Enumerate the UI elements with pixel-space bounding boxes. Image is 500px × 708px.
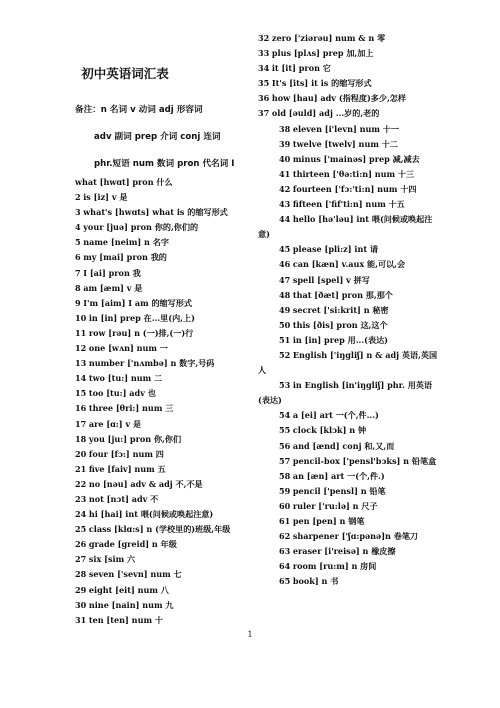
entry-number: 15 — [75, 388, 87, 399]
entry-number: 24 — [75, 509, 87, 520]
vocab-entry — [75, 281, 247, 296]
entry-number: 64 — [279, 561, 291, 572]
entry-number: 41 — [279, 168, 291, 179]
vocab-entry — [258, 197, 453, 212]
entry-number: 17 — [75, 418, 87, 429]
entry-text: row [rəu] n (一)排,(一)行 — [88, 327, 194, 338]
vocab-entry — [258, 574, 453, 589]
vocab-entry — [258, 514, 453, 529]
vocab-entry — [258, 544, 453, 559]
entry-text: one [wʌn] num 一 — [88, 343, 168, 354]
entry-number: 11 — [75, 327, 87, 338]
note-line-2: adv 副词 prep 介词 conj 连词 — [94, 132, 221, 142]
vocab-entry — [258, 182, 453, 197]
entry-number: 50 — [279, 319, 291, 330]
entry-number: 42 — [279, 183, 291, 194]
entry-number: 16 — [75, 403, 87, 414]
entry-number: 36 — [258, 93, 270, 104]
entry-text: ten [ten] num 十 — [88, 614, 163, 625]
entry-number: 23 — [75, 493, 87, 504]
vocab-entry — [75, 190, 247, 205]
vocab-entry — [75, 356, 247, 371]
entry-text: am [æm] v 是 — [83, 282, 143, 293]
entry-text: you [ju:] pron 你,你们 — [88, 433, 182, 444]
entry-text: too [tu:] adv 也 — [88, 388, 156, 399]
entry-text: twelve [twelv] num 十二 — [292, 138, 398, 149]
vocab-entry — [258, 31, 453, 46]
vocab-entry — [75, 371, 247, 386]
entry-number: 10 — [75, 312, 87, 323]
entry-text: in English [in'iŋgliʃ] phr. 用英语 — [292, 380, 433, 391]
vocab-entry — [258, 137, 453, 152]
entry-number: 5 — [75, 237, 81, 248]
entry-number: 34 — [258, 63, 270, 74]
entry-number: 18 — [75, 433, 87, 444]
entry-text: room [ru:m] n 房间 — [292, 561, 377, 572]
entry-number: 63 — [279, 546, 291, 557]
vocab-entry — [258, 529, 453, 544]
entry-number: 39 — [279, 138, 291, 149]
vocab-entry — [75, 477, 247, 492]
entry-number: 13 — [75, 358, 87, 369]
entry-number: 37 — [258, 108, 270, 119]
entry-text: ruler ['ru:lə] n 尺子 — [292, 500, 378, 511]
entry-number: 49 — [279, 304, 291, 315]
vocab-entry — [258, 46, 453, 61]
vocab-entry — [75, 462, 247, 477]
vocab-entry — [258, 167, 453, 182]
entry-text: an [æn] art 一(个,件.) — [292, 470, 385, 481]
entry-text: fifteen ['fif'ti:n] num 十五 — [292, 199, 405, 210]
entry-number: 56 — [279, 440, 291, 451]
entry-number: 48 — [279, 289, 291, 300]
page-number: 1 — [247, 630, 253, 639]
entry-text: zero ['ziərəu] num & n 零 — [271, 33, 386, 43]
vocab-entry — [75, 492, 247, 507]
entry-text: in [in] prep 用...(表达) — [292, 334, 389, 345]
vocab-entry — [75, 296, 247, 311]
note-line-1: 备注：n 名词 v 动词 adj 形容词 — [75, 105, 203, 115]
entry-number: 21 — [75, 463, 87, 474]
entry-number: 28 — [75, 569, 87, 580]
entry-number: 9 — [75, 297, 81, 308]
vocab-entry — [258, 499, 453, 514]
entry-text: it [it] pron 它 — [271, 63, 331, 74]
entry-number: 44 — [279, 214, 291, 225]
vocab-entry — [75, 583, 247, 598]
entry-text: hi [hai] int 喂(问候或唤起注意) — [88, 509, 214, 520]
entry-text: clock [klɔk] n 钟 — [292, 425, 367, 436]
entry-text: two [tu:] num 二 — [88, 373, 163, 384]
entry-number: 14 — [75, 373, 87, 384]
entry-text: how [hau] adv (指程度)多少,怎样 — [271, 93, 406, 104]
entry-text: in [in] prep 在...里(内,上) — [88, 312, 195, 323]
vocab-entry — [75, 447, 247, 462]
vocab-entry — [75, 417, 247, 432]
entry-text: secret ['si:krit] n 秘密 — [292, 304, 389, 315]
entry-number: 31 — [75, 614, 87, 625]
entry-number: 22 — [75, 478, 87, 489]
entry-text: sharpener ['ʃɑ:pənə]n 卷笔刀 — [292, 531, 419, 542]
vocab-entry — [258, 242, 453, 257]
entry-number: 62 — [279, 531, 291, 542]
vocab-entry — [75, 341, 247, 356]
entry-number: 52 — [279, 349, 291, 360]
entry-text: eleven [i'levn] num 十一 — [292, 123, 399, 134]
entry-text: five [faiv] num 五 — [88, 463, 166, 474]
entry-text: that [ðæt] pron 那,那个 — [292, 289, 393, 300]
entry-number: 58 — [279, 470, 291, 481]
entry-number: 53 — [279, 380, 291, 391]
entry-text: my [mai] pron 我的 — [83, 252, 167, 263]
entry-number: 7 — [75, 267, 81, 278]
vocab-entry — [75, 598, 247, 613]
entry-number: 45 — [279, 244, 291, 255]
entry-number: 8 — [75, 282, 81, 293]
entry-text: book] n 书 — [292, 576, 339, 587]
vocab-entry — [258, 76, 453, 91]
entry-number: 3 — [75, 207, 81, 218]
vocab-entry — [258, 257, 453, 272]
vocab-entry — [258, 423, 453, 438]
vocab-entry — [75, 266, 247, 281]
entry-number: 38 — [279, 123, 291, 134]
entry-number: 33 — [258, 48, 270, 59]
entry-number: 43 — [279, 199, 291, 210]
entry-text: 人 — [258, 365, 267, 376]
entry-text: can [kæn] v.aux 能,可以,会 — [292, 259, 406, 270]
vocab-entry — [258, 61, 453, 76]
entry-text: not [nɔt] adv 不 — [88, 493, 159, 504]
entry-text: fourteen ['fɔ:'ti:n] num 十四 — [292, 183, 417, 194]
left-column — [75, 175, 247, 628]
entry-number: 4 — [75, 222, 81, 233]
entry-text: is [iz] v 是 — [83, 192, 128, 203]
entry-number: 59 — [279, 485, 291, 496]
vocab-entry — [258, 212, 453, 227]
entry-number: 60 — [279, 500, 291, 511]
entry-text: three [θri:] num 三 — [88, 403, 174, 414]
vocab-entry — [258, 227, 453, 242]
vocab-entry — [258, 152, 453, 167]
note-line-3: phr.短语 num 数词 pron 代名词 I — [94, 159, 235, 169]
vocab-entry — [258, 378, 453, 393]
entry-number: 6 — [75, 252, 81, 263]
vocab-entry — [75, 432, 247, 447]
entry-text: pen [pen] n 钢笔 — [292, 516, 365, 526]
entry-text: thirteen ['θə:ti:n] num 十三 — [292, 168, 415, 179]
vocab-entry — [258, 393, 453, 408]
entry-text: nine [nain] num 九 — [88, 599, 174, 610]
vocab-entry — [75, 235, 247, 250]
entry-text: four [fɔ:] num 四 — [88, 448, 164, 459]
entry-text: class [klɑ:s] n (学校里的)班级,年级 — [88, 524, 231, 535]
vocab-entry — [258, 303, 453, 318]
entry-text: your [juə] pron 你的,你们的 — [83, 222, 199, 233]
entry-text: I'm [aim] I am 的缩写形式 — [83, 297, 192, 308]
entry-text: I [ai] pron 我 — [83, 267, 141, 278]
entry-number: 26 — [75, 539, 87, 550]
vocab-entry — [75, 175, 247, 190]
vocab-entry — [75, 326, 247, 341]
entry-text: (表达) — [258, 395, 282, 406]
vocab-entry — [75, 537, 247, 552]
vocab-entry — [258, 484, 453, 499]
entry-number: 29 — [75, 584, 87, 595]
vocab-entry — [75, 401, 247, 416]
entry-text: old [əuld] adj ...岁的,老的 — [271, 108, 380, 119]
entry-text: pencil-box ['pensl'bɔks] n 铅笔盒 — [292, 455, 437, 466]
entry-number: 57 — [279, 455, 291, 466]
entry-text: please [pli:z] int 请 — [292, 244, 378, 255]
vocab-entry — [75, 220, 247, 235]
entry-text: pencil ['pensl] n 铅笔 — [292, 485, 386, 496]
vocab-entry — [75, 311, 247, 326]
vocab-entry — [258, 91, 453, 106]
entry-text: what's [hwɑts] what is 的缩写形式 — [83, 207, 228, 218]
entry-number: 51 — [279, 334, 291, 345]
entry-text: six [sim 六 — [88, 554, 136, 565]
entry-number: 35 — [258, 78, 270, 89]
entry-number: 55 — [279, 425, 291, 436]
entry-number: 12 — [75, 343, 87, 354]
vocab-entry — [75, 386, 247, 401]
entry-text: name [neim] n 名字 — [83, 237, 169, 248]
vocab-entry — [75, 205, 247, 220]
entry-text: are [ɑ:] v 是 — [88, 418, 142, 429]
entry-text: 意) — [258, 229, 270, 240]
vocab-entry — [258, 106, 453, 121]
vocab-entry — [75, 613, 247, 628]
vocab-entry — [75, 567, 247, 582]
entry-text: this [ðis] pron 这,这个 — [292, 319, 388, 330]
entry-text: minus ['mainəs] prep 减,减去 — [292, 153, 420, 164]
entry-text: eight [eit] num 八 — [88, 584, 169, 595]
entry-text: what [hwɑt] pron 什么 — [75, 177, 173, 187]
entry-number: 27 — [75, 554, 87, 565]
document-title: 初中英语词汇表 — [81, 66, 169, 81]
vocab-entry — [258, 408, 453, 423]
entry-number: 20 — [75, 448, 87, 459]
entry-number: 61 — [279, 516, 291, 526]
entry-number: 2 — [75, 192, 81, 203]
entry-text: English ['iŋgliʃ] n & adj 英语,英国 — [292, 349, 438, 360]
vocab-entry — [258, 363, 453, 378]
entry-text: number ['nʌmbə] n 数字,号码 — [88, 358, 215, 369]
entry-text: plus [plʌs] prep 加,加上 — [271, 48, 374, 59]
entry-number: 40 — [279, 153, 291, 164]
entry-text: and [ænd] conj 和,又,而 — [292, 440, 395, 451]
entry-number: 32 — [258, 33, 270, 43]
entry-text: spell [spel] v 拼写 — [292, 274, 370, 285]
entry-number: 25 — [75, 524, 87, 535]
vocab-entry — [258, 439, 453, 454]
entry-text: a [ei] art 一(个,件...) — [292, 410, 379, 421]
entry-text: It's [its] it is 的缩写形式 — [271, 78, 372, 89]
vocab-entry — [258, 469, 453, 484]
vocab-entry — [75, 250, 247, 265]
right-column — [258, 31, 453, 589]
vocab-entry — [75, 522, 247, 537]
entry-text: grade [greid] n 年级 — [88, 539, 177, 550]
vocab-entry — [258, 273, 453, 288]
entry-text: eraser [i'reisə] n 橡皮擦 — [292, 546, 396, 557]
vocab-entry — [258, 318, 453, 333]
entry-text: no [nəu] adv & adj 不,不是 — [88, 478, 203, 489]
entry-text: seven ['sevn] num 七 — [88, 569, 182, 580]
entry-number: 65 — [279, 576, 291, 587]
entry-number: 46 — [279, 259, 291, 270]
vocab-entry — [258, 333, 453, 348]
entry-number: 47 — [279, 274, 291, 285]
vocab-entry — [258, 454, 453, 469]
entry-number: 54 — [279, 410, 291, 421]
vocab-entry — [75, 507, 247, 522]
entry-number: 30 — [75, 599, 87, 610]
vocab-entry — [75, 552, 247, 567]
vocab-entry — [258, 348, 453, 363]
vocab-entry — [258, 122, 453, 137]
entry-text: hello [hə'ləu] int 喂(问候或唤起注 — [292, 214, 433, 225]
vocab-entry — [258, 559, 453, 574]
vocab-entry — [258, 288, 453, 303]
